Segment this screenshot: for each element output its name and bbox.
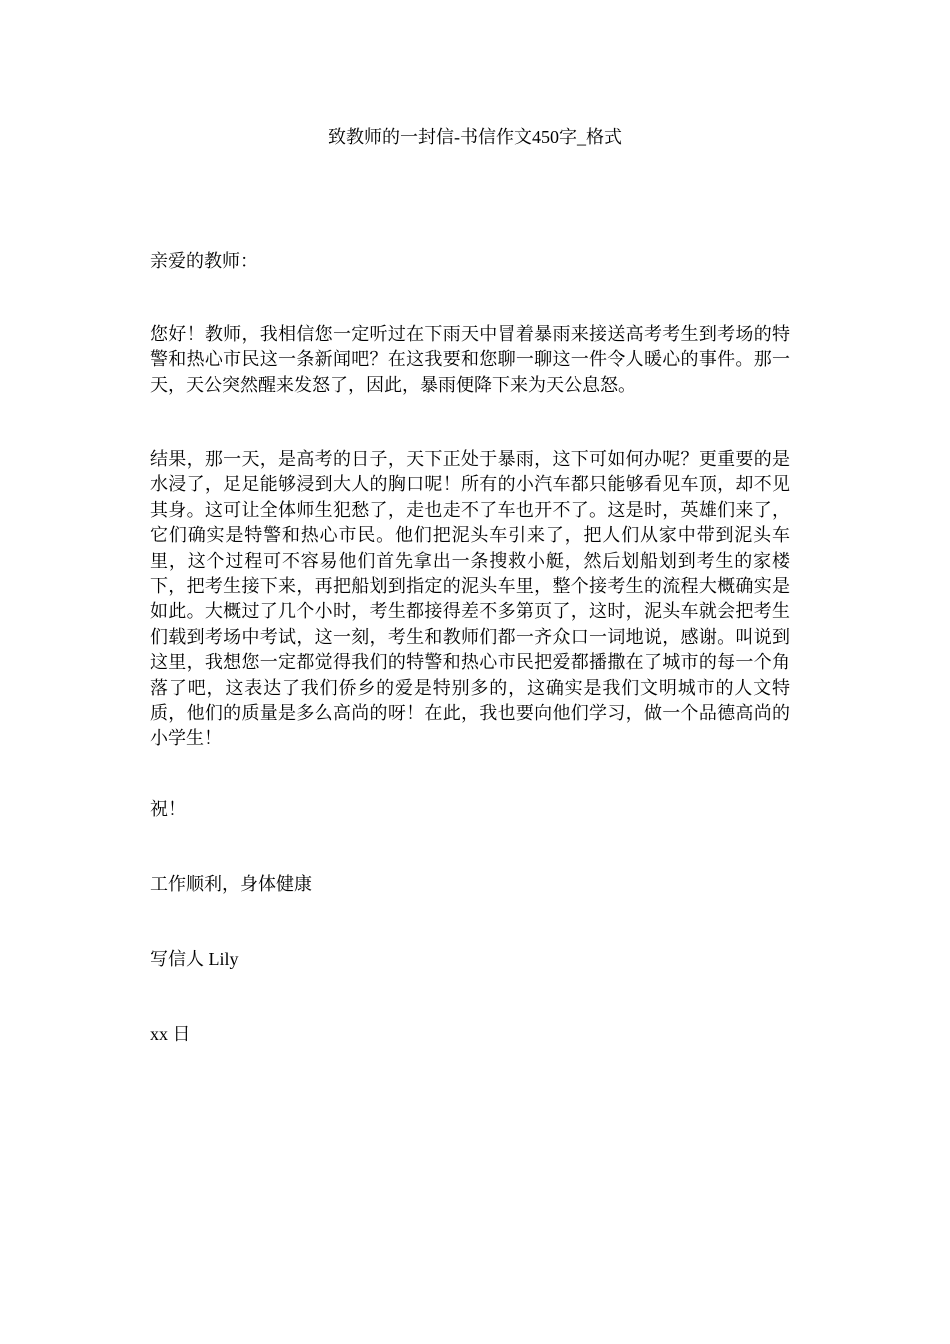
body-paragraph-1: 您好！教师，我相信您一定听过在下雨天中冒着暴雨来接送高考考生到考场的特警和热心市民这一条新闻吧？在这我要和您聊一聊这一件令人暖心的事件。那一天，天公突然醒来发怒了，因此，暴雨便降下来为天公息怒。 [150,324,790,395]
salutation: 亲爱的教师： [150,251,258,271]
body-paragraph-2: 结果，那一天，是高考的日子，天下正处于暴雨，这下可如何办呢？更重要的是水浸了，足足能够浸到大人的胸口呢！所有的小汽车都只能够看见车顶，却不见其身。这可让全体师生犯愁了，走也走不了车也开不了。这是时，英雄们来了，它们确实是特警和热心市民。他们把泥头车引来了，把人们从家中带到泥头车里，这个过程可不容易他们首先拿出一条搜救小艇，然后划船划到考生的家楼下，把考生接下来，再把船划到指定的泥头车里，整个接考生的流程大概确实是如此。大概过了几个小时，考生都接得差不多第页了，这时，泥头车就会把考生们载到考场中考试，这一刻，考生和教师们都一齐众口一词地说，感谢。叫说到这里，我想您一定都觉得我们的特警和热心市民把爱都播撒在了城市的每一个角落了吧，这表达了我们侨乡的爱是特别多的，这确实是我们文明城市的人文特质，他们的质量是多么高尚的呀！在此，我也要向他们学习，做一个品德高尚的小学生！ [150,449,790,749]
date-line: xx 日 [150,1024,191,1044]
document-title: 致教师的一封信-书信作文450字_格式 [328,127,622,147]
signature-line: 写信人 Lily [150,949,239,969]
wish-line: 工作顺利，身体健康 [150,874,312,894]
closing-line: 祝！ [150,799,186,819]
